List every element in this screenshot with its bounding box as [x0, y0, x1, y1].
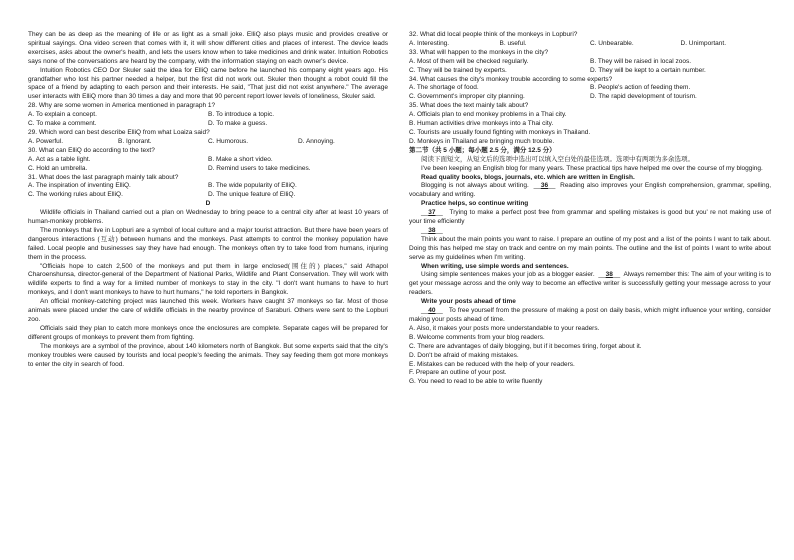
text: To free yourself from the pressure of making a post on daily basis, which might influence your writing, consider making your posts ahead of time. — [409, 307, 772, 323]
answer-option: C. There are advantages of daily blogging, but if it becomes tiring, forget about it. — [409, 342, 642, 350]
question-28: 28. Why are some women in America mentioned in paragraph 1? — [28, 102, 216, 110]
tip-heading: When writing, use simple words and sentences. — [421, 262, 569, 270]
option-b: B. The wide popularity of ElliQ. — [208, 182, 297, 190]
option-c: C. To make a comment. — [28, 120, 97, 128]
left-column — [28, 31, 388, 369]
passage-c-paragraph: Intuition Robotics CEO Dor Skuler said the idea for ElliQ came before he launched his company eight years ago. His grandfather who lost his partner needed a helper, but the first did not work out. Skuler then thought a robot could fill the space of a friend by adapting to each person and their interests. He said, "That just did not exist anywhere." The average user interacts with ElliQ more than 30 times a day and more that 90 percent report lower levels of loneliness, Skuler said. — [28, 66, 388, 101]
blog-intro: I've been keeping an English blog for many years. These practical tips have helped me over the course of my blogging. — [421, 164, 763, 172]
question-28-options — [28, 120, 388, 129]
question-29: 29. Which word can best describe ElliQ from what Loaiza said? — [28, 128, 210, 136]
question-28-options — [28, 111, 388, 120]
option-a: A. Powerful. — [28, 137, 64, 145]
passage-c-paragraph: They can be as deep as the meaning of life or as light as a small joke. ElliQ also plays music and provides creative or spiritual sayings. Ona video screen that comes with it, it will show different cities and places of interest. The device leads exercises, asks about the owner's health, and lets the users know when to take medicines and drink water. Intuition Robotics says none of the conversations are heard by the company, with the information staying on each owner's device. — [28, 31, 388, 65]
question-32: 32. What did local people think of the monkeys in Lopburi? — [409, 31, 578, 38]
answer-option: D. Don't be afraid of making mistakes. — [409, 351, 519, 359]
passage-d-paragraph: The monkeys that live in Lopburi are a symbol of local culture and a major tourist attraction. But there have been years of dangerous interactions (互动) between humans and the monkeys. Past attempts to control the monkey population have failed. Local people and businesses say they have had enough. The monkeys often try to take food from humans, injuring them in the process. — [28, 226, 388, 261]
option-c: C. Government's improper city planning. — [409, 93, 525, 101]
section-d-heading: D — [205, 200, 211, 208]
question-30: 30. What can ElliQ do according to the text? — [28, 146, 155, 154]
option-d: D. They will be kept to a certain number. — [590, 66, 706, 74]
tip-heading: Read quality books, blogs, journals, etc. which are written in English. — [421, 173, 635, 181]
text: Using simple sentences makes your job as a blogger easier. — [421, 271, 595, 279]
question-34: 34. What causes the city's monkey trouble according to some experts? — [409, 75, 613, 83]
option-d: D. The rapid development of tourism. — [590, 93, 697, 101]
passage-d-paragraph: "Officials hope to catch 2,500 of the monkeys and put them in large enclosed(围住的) places," said Athapol Charoenshunsa, director-general of the Department of National Parks, Wildlife and Plant Conservation. They will work with wildlife experts to find a way for a limited number of monkeys to stay in the city. "I don't want humans to have to hurt monkeys, and I don't want monkeys to have to hurt humans," he told reporters in Bangkok. — [28, 262, 388, 297]
answer-options — [409, 325, 771, 387]
question-29-options — [28, 138, 388, 147]
section-2-heading: 第二节（共 5 小题；每小题 2.5 分，满分 12.5 分） — [409, 146, 556, 154]
option-d: D. Remind users to take medicines. — [208, 164, 311, 172]
question-31-options — [28, 191, 388, 200]
option-b: B. They will be raised in local zoos. — [590, 57, 692, 65]
answer-option: E. Mistakes can be reduced with the help of your readers. — [409, 360, 575, 368]
option-d: D. Unimportant. — [680, 39, 727, 47]
text: Always remember this: The aim of your writing is to get your message across and the only way to become an effective writer is successfully getting your message across to your readers. — [409, 271, 772, 297]
option-d: D. Annoying. — [298, 137, 335, 145]
option-b: B. useful. — [499, 39, 527, 47]
passage-d-paragraph: Wildlife officials in Thailand carried out a plan on Wednesday to bring peace to a central city after at least 10 years of human-monkey problems. — [28, 209, 388, 226]
option-b: B. To introduce a topic. — [208, 111, 275, 119]
option-b: B. People's action of feeding them. — [590, 84, 691, 92]
question-32-options — [409, 40, 771, 49]
passage-d-paragraph: The monkeys are a symbol of the province, about 140 kilometers north of Bangkok. But some experts said that the city's monkey troubles were caused by tourists and local people's feeding the animals. They say feeding them got more monkeys to enter the city in search of food. — [28, 342, 388, 368]
option-c: C. They will be trained by experts. — [409, 66, 507, 74]
blog-paragraph: __40__ To free yourself from the pressure of making a post on daily basis, which might influence your writing, consider making your posts ahead of time. — [409, 307, 772, 323]
question-34-options — [409, 93, 771, 102]
option-a: A. To explain a concept. — [28, 111, 97, 119]
option-a: A. Interesting. — [409, 39, 450, 47]
question-35: 35. What does the text mainly talk about? — [409, 102, 529, 110]
question-31-options — [28, 182, 388, 191]
answer-option: A. Also, it makes your posts more understandable to your readers. — [409, 324, 600, 332]
option-c: C. The working rules about ElliQ. — [28, 191, 123, 199]
passage-d-paragraph: An official monkey-catching project was launched this week. Workers have caught 37 monkeys so far. Most of those animals were placed under the care of wildlife officials in the nearby province of Saraburi. Others were sent to the Lopburi zoo. — [28, 298, 388, 323]
question-33-options — [409, 58, 771, 67]
option-c: C. Tourists are usually found fighting with monkeys in Thailand. — [409, 128, 591, 136]
option-a: A. Most of them will be checked regularly. — [409, 57, 529, 65]
option-a: A. Officials plan to end monkey problems in a Thai city. — [409, 111, 567, 119]
blank-40: 40 — [428, 307, 436, 315]
option-d: D. The unique feature of ElliQ. — [208, 191, 296, 199]
text: Blogging is not always about writing. — [421, 182, 529, 190]
option-b: B. Make a short video. — [208, 155, 273, 163]
blank-37: 37 — [428, 209, 436, 217]
blog-paragraph: __37__ Trying to make a perfect post free from grammar and spelling mistakes is good but you' re not making use of your time efficiently — [409, 209, 772, 226]
question-31: 31. What does the last paragraph mainly talk about? — [28, 173, 179, 181]
question-33: 33. What will happen to the monkeys in the city? — [409, 48, 549, 56]
option-b: B. Human activities drive monkeys into a Thai city. — [409, 120, 554, 128]
text: Trying to make a perfect post free from grammar and spelling mistakes is good but you' re not making use of your time efficiently — [409, 209, 772, 226]
option-c: C. Unbearable. — [590, 39, 634, 47]
answer-option: F. Prepare an outline of your post. — [409, 369, 507, 377]
blank-39: 38 — [605, 271, 613, 279]
blank-line: __38__ — [421, 226, 443, 234]
option-b: B. Ignorant. — [118, 137, 152, 145]
option-a: A. Act as a table light. — [28, 155, 91, 163]
option-d: D. Monkeys in Thailand are bringing much trouble. — [409, 137, 555, 145]
passage-d-paragraph: Officials said they plan to catch more monkeys once the enclosures are complete. Separate cages will be prepared for different groups of monkeys to prevent them from fighting. — [28, 324, 388, 341]
right-column — [409, 31, 771, 387]
question-34-options — [409, 84, 771, 93]
option-a: A. The shortage of food. — [409, 84, 479, 92]
question-30-options — [28, 165, 388, 174]
answer-option: B. Welcome comments from your blog readers. — [409, 333, 545, 341]
answer-option: G. You need to read to be able to write fluently — [409, 378, 543, 386]
blog-paragraph: Blogging is not always about writing. __36__ Reading also improves your English comprehension, grammar, spelling, vocabulary and writing. — [409, 182, 771, 199]
option-d: D. To make a guess. — [208, 120, 268, 128]
blog-paragraph: Using simple sentences makes your job as a blogger easier. __38__ Always remember this: The aim of your writing is to get your message across and the only way to become an effective writer is successfully getting your message across to your readers. — [409, 271, 772, 297]
question-33-options — [409, 67, 771, 76]
instructions: 阅读下面短文，从短文后的选项中选出可以填入空白处的最佳选项。选项中有两项为多余选项。 — [421, 155, 694, 163]
option-a: A. The inspiration of inventing ElliQ. — [28, 182, 131, 190]
text: Reading also improves your English comprehension, grammar, spelling, vocabulary and writing. — [409, 182, 771, 199]
tip-heading: Practice helps, so continue writing — [421, 200, 529, 208]
tip-heading: Write your posts ahead of time — [421, 298, 516, 306]
blog-paragraph: Think about the main points you want to raise. I prepare an outline of my post and a list of the points I want to talk about. Doing this has helped me stay on track and centre on my main points. The outline and the list of points I want to write about serve as my guidelines when I'm writing. — [409, 235, 771, 261]
blank-36: 36 — [540, 182, 549, 190]
question-30-options — [28, 156, 388, 165]
option-c: C. Hold an umbrella. — [28, 164, 88, 172]
blank-38: 38 — [428, 226, 436, 234]
option-c: C. Humorous. — [208, 137, 249, 145]
